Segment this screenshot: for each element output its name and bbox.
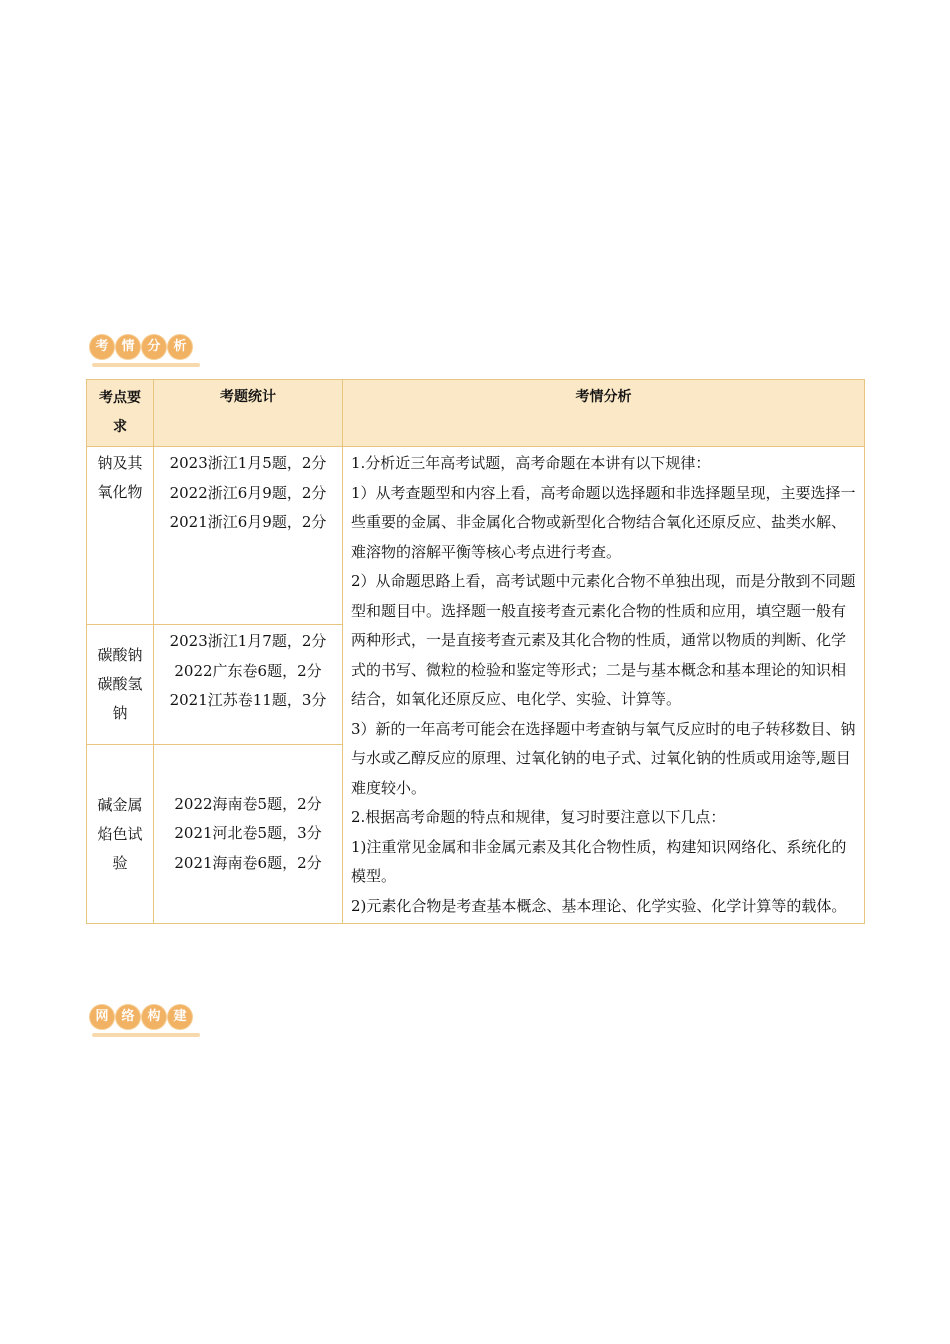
analysis-paragraph: 1)注重常见金属和非金属元素及其化合物性质，构建知识网络化、系统化的模型。 <box>351 837 847 885</box>
section-badge-exam-analysis <box>90 335 192 363</box>
badge-char: 络 <box>116 1005 140 1029</box>
badge-char: 考 <box>90 335 114 359</box>
point-cell: 碳酸钠碳酸氢钠 <box>87 625 154 745</box>
section-badge-knowledge-network <box>90 1005 192 1033</box>
stat-line: 2023浙江1月7题，2分 <box>169 632 327 650</box>
point-cell: 碱金属焰色试验 <box>87 745 154 924</box>
badge-underline <box>92 1033 200 1037</box>
badge-char: 建 <box>168 1005 192 1029</box>
stat-line: 2022海南卷5题，2分 <box>174 794 322 813</box>
stats-cell <box>154 625 343 745</box>
stat-line: 2023浙江1月5题，2分 <box>169 454 327 472</box>
point-cell: 钠及其氧化物 <box>87 447 154 625</box>
analysis-paragraph: 2)元素化合物是考查基本概念、基本理论、化学实验、化学计算等的载体。 <box>351 896 847 915</box>
badge-underline <box>92 363 200 367</box>
stat-line: 2021浙江6月9题，2分 <box>169 513 327 531</box>
analysis-paragraph: 1.分析近三年高考试题，高考命题在本讲有以下规律： <box>351 454 711 472</box>
badge-char: 网 <box>90 1005 114 1029</box>
stats-cell <box>154 745 343 924</box>
analysis-paragraph: 1）从考查题型和内容上看，高考命题以选择题和非选择题呈现，主要选择一些重要的金属、非金属化合物或新型化合物结合氧化还原反应、盐类水解、难溶物的溶解平衡等核心考点进行考查。 <box>351 483 856 561</box>
stat-line: 2022广东卷6题，2分 <box>174 661 322 680</box>
table-header-row <box>87 380 865 447</box>
table-row <box>87 447 865 625</box>
analysis-cell <box>343 447 865 924</box>
stat-line: 2021海南卷6题，2分 <box>174 853 322 872</box>
stats-cell <box>154 447 343 625</box>
header-analysis: 考情分析 <box>343 380 865 447</box>
analysis-paragraph: 3）新的一年高考可能会在选择题中考查钠与氧气反应时的电子转移数目、钠与水或乙醇反应的原理、过氧化钠的电子式、过氧化钠的性质或用途等,题目难度较小。 <box>351 719 856 797</box>
badge-char: 析 <box>168 335 192 359</box>
badge-char: 构 <box>142 1005 166 1029</box>
header-stats: 考题统计 <box>154 380 343 447</box>
analysis-paragraph: 2）从命题思路上看，高考试题中元素化合物不单独出现，而是分散到不同题型和题目中。选择题一般直接考查元素化合物的性质和应用，填空题一般有两种形式，一是直接考查元素及其化合物的性质，通常以物质的判断、化学式的书写、微粒的检验和鉴定等形式；二是与基本概念和基本理论的知识相结合，如氧化还原反应、电化学、实验、计算等。 <box>351 572 856 708</box>
stat-line: 2021江苏卷11题，3分 <box>169 691 327 709</box>
stat-line: 2021河北卷5题，3分 <box>174 824 322 843</box>
badge-char: 分 <box>142 335 166 359</box>
badge-char: 情 <box>116 335 140 359</box>
header-point: 考点要求 <box>87 380 154 447</box>
stat-line: 2022浙江6月9题，2分 <box>169 483 327 502</box>
exam-analysis-table <box>86 379 865 924</box>
analysis-paragraph: 2.根据高考命题的特点和规律，复习时要注意以下几点： <box>351 808 726 826</box>
